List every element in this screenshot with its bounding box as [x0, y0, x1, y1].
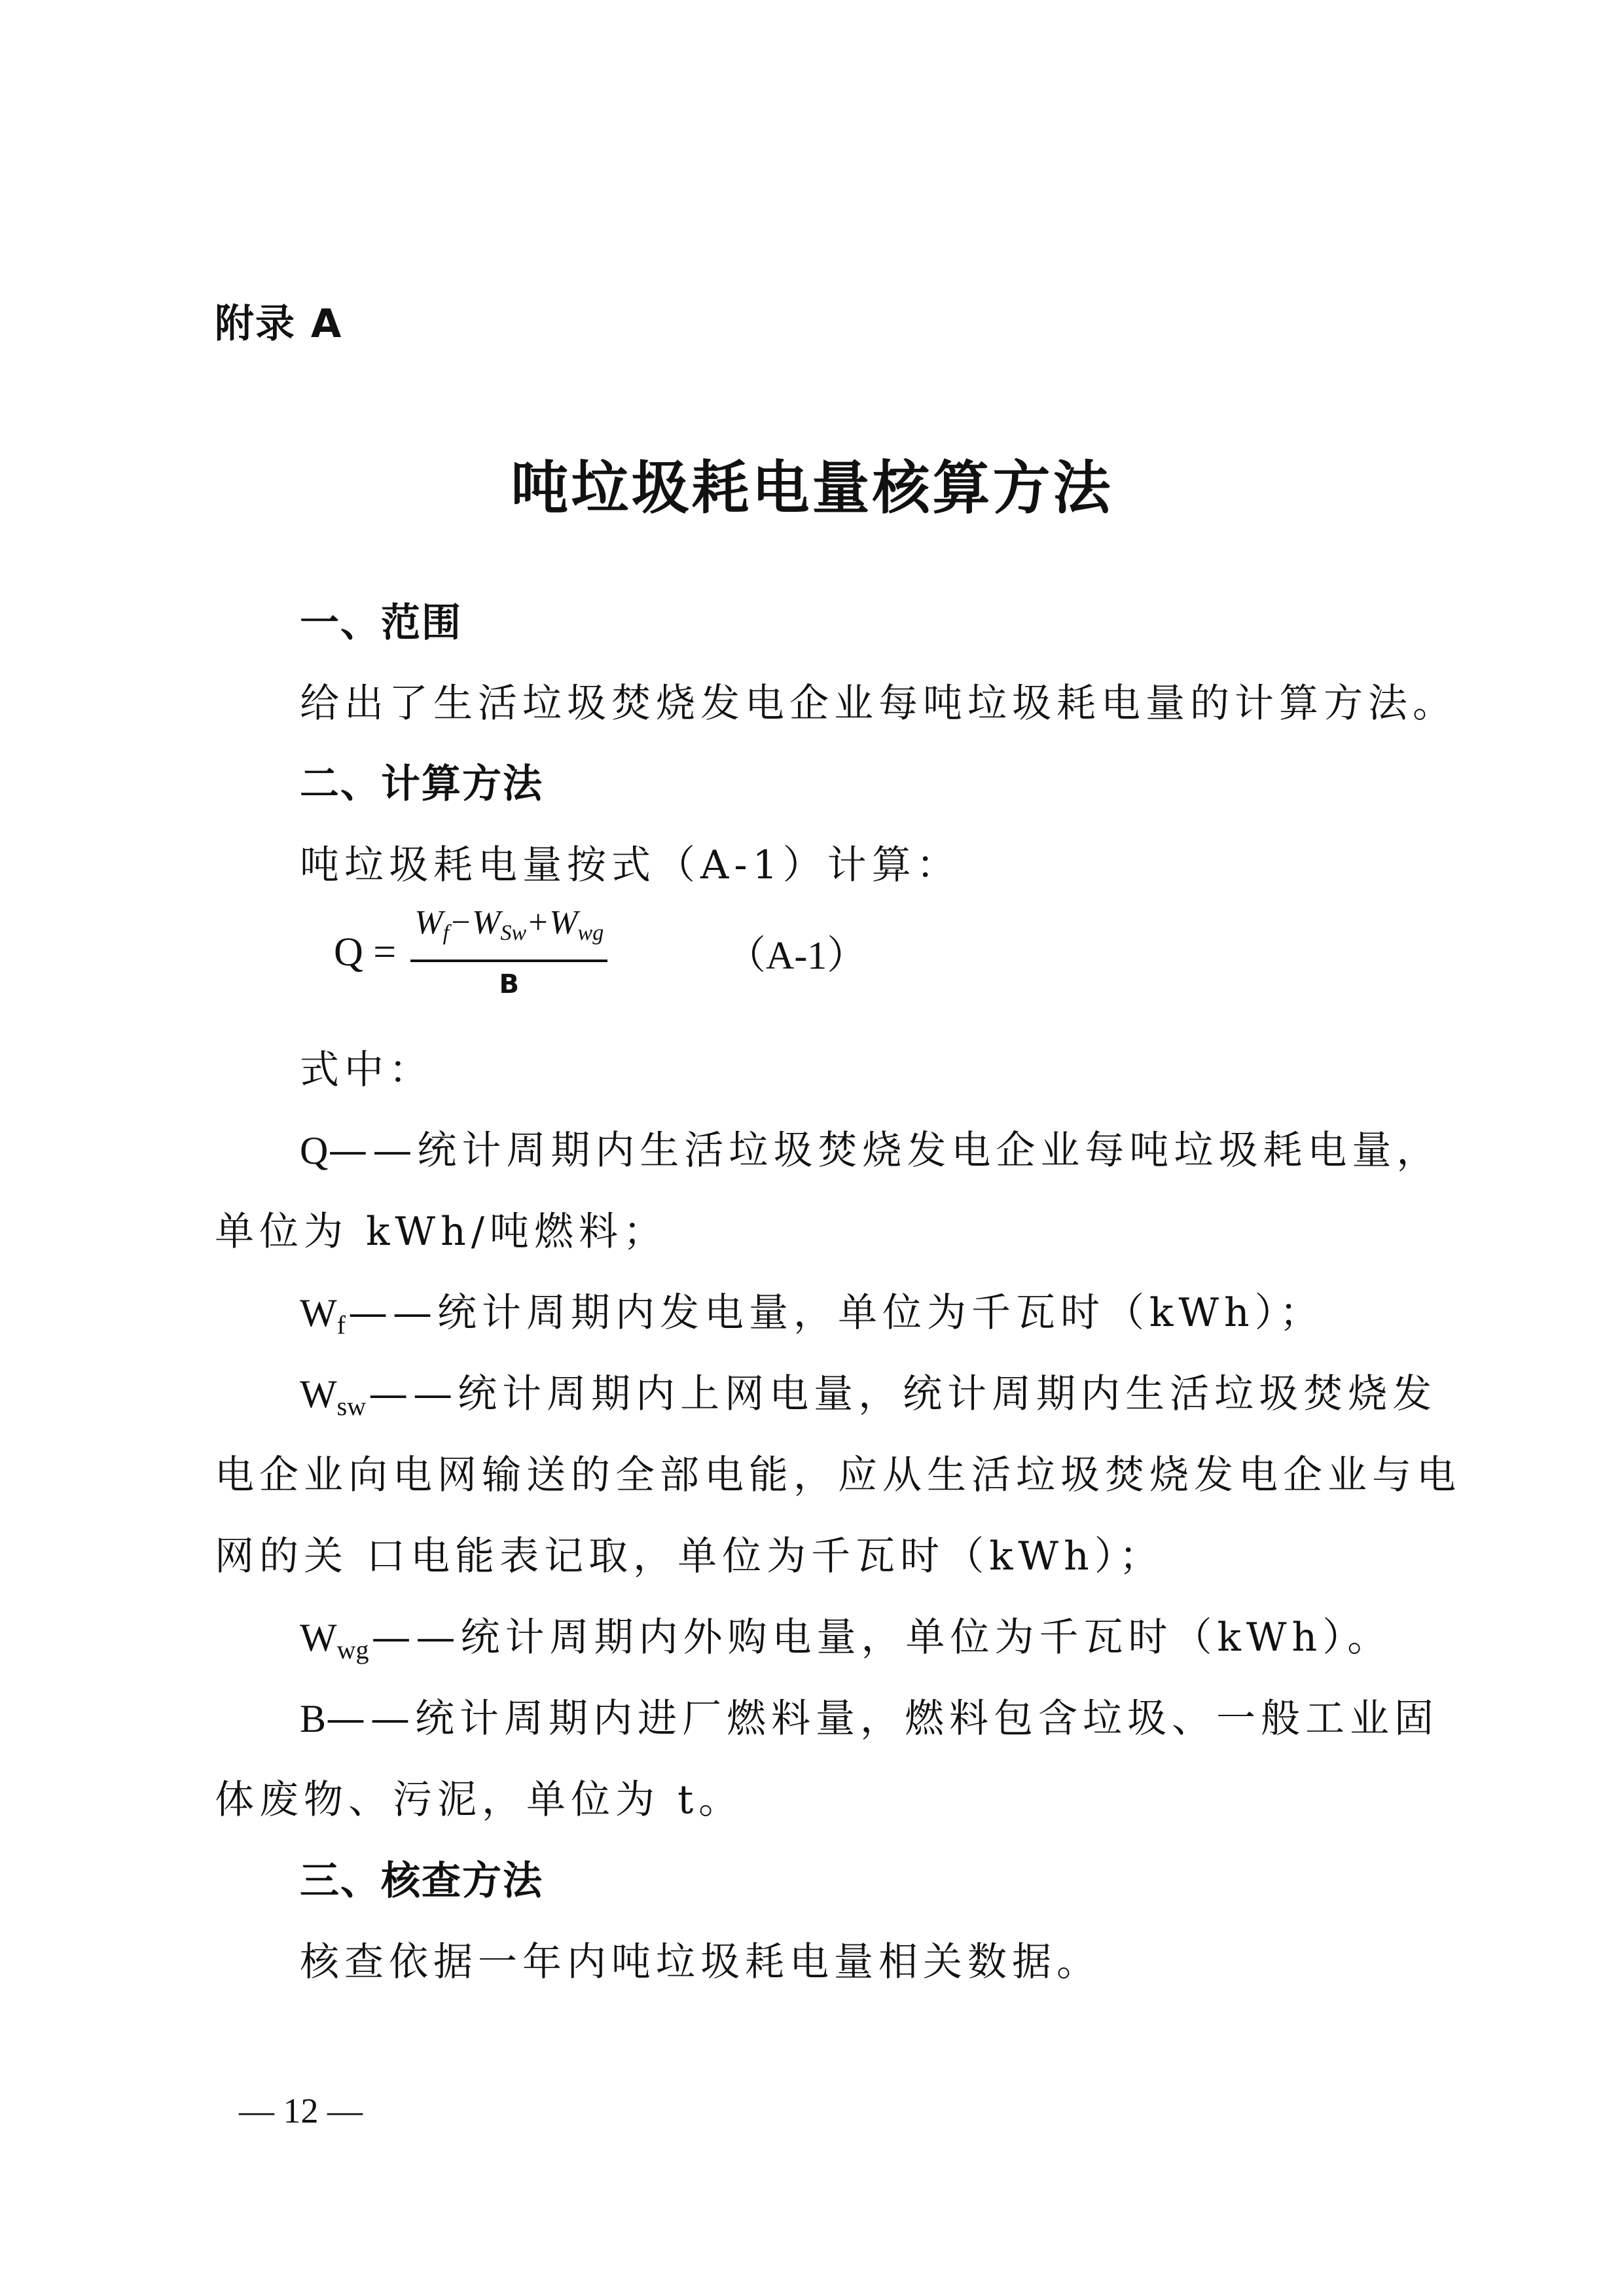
- equation-number: （A-1）: [727, 934, 867, 977]
- formula: [334, 897, 607, 1008]
- formula-fraction: [410, 902, 607, 1003]
- definition-b-line-1: B——统计周期内进厂燃料量，燃料包含垃圾、一般工业固: [300, 1696, 1439, 1742]
- definition-wsw-line-1: $W_{sw}——$统计周期内上网电量，统计周期内生活垃圾焚烧发: [300, 1371, 1437, 1421]
- section-1-heading: 一、范围: [300, 600, 462, 646]
- definition-q-line-1: Q——统计周期内生活垃圾焚烧发电企业每吨垃圾耗电量，: [300, 1128, 1441, 1174]
- section-2-intro: 吨垃圾耗电量按式（A-1）计算：: [300, 842, 961, 888]
- page-number: — 12 —: [239, 2091, 363, 2130]
- definition-wwg-line-1: $W_{wg}——$统计周期内外购电量，单位为千瓦时（kWh）。: [300, 1615, 1392, 1664]
- definition-q-line-2: 单位为 kWh/吨燃料；: [215, 1209, 668, 1255]
- definition-wf-line-1: $W_f——$统计周期内发电量，单位为千瓦时（kWh）；: [300, 1290, 1324, 1340]
- section-1-body: 给出了生活垃圾焚烧发电企业每吨垃圾耗电量的计算方法。: [300, 681, 1457, 726]
- formula-numerator: Wf−WSw+Wwg: [410, 902, 607, 962]
- definition-wsw-line-3: 网的关 口电能表记取，单位为千瓦时（kWh）；: [215, 1534, 1164, 1579]
- definition-b-line-2: 体废物、污泥，单位为 t。: [215, 1777, 744, 1823]
- formula-denominator: B: [499, 969, 519, 999]
- page-title: 吨垃圾耗电量核算方法: [511, 454, 1113, 522]
- formula-lhs: Q =: [334, 929, 397, 975]
- definition-wsw-line-2: 电企业向电网输送的全部电能，应从生活垃圾焚烧发电企业与电: [215, 1452, 1461, 1498]
- appendix-label: 附录 A: [215, 301, 343, 347]
- section-2-heading: 二、计算方法: [300, 761, 543, 807]
- where-label: 式中：: [300, 1047, 433, 1093]
- section-3-heading: 三、核查方法: [300, 1858, 543, 1904]
- section-3-body: 核查依据一年内吨垃圾耗电量相关数据。: [300, 1939, 1101, 1985]
